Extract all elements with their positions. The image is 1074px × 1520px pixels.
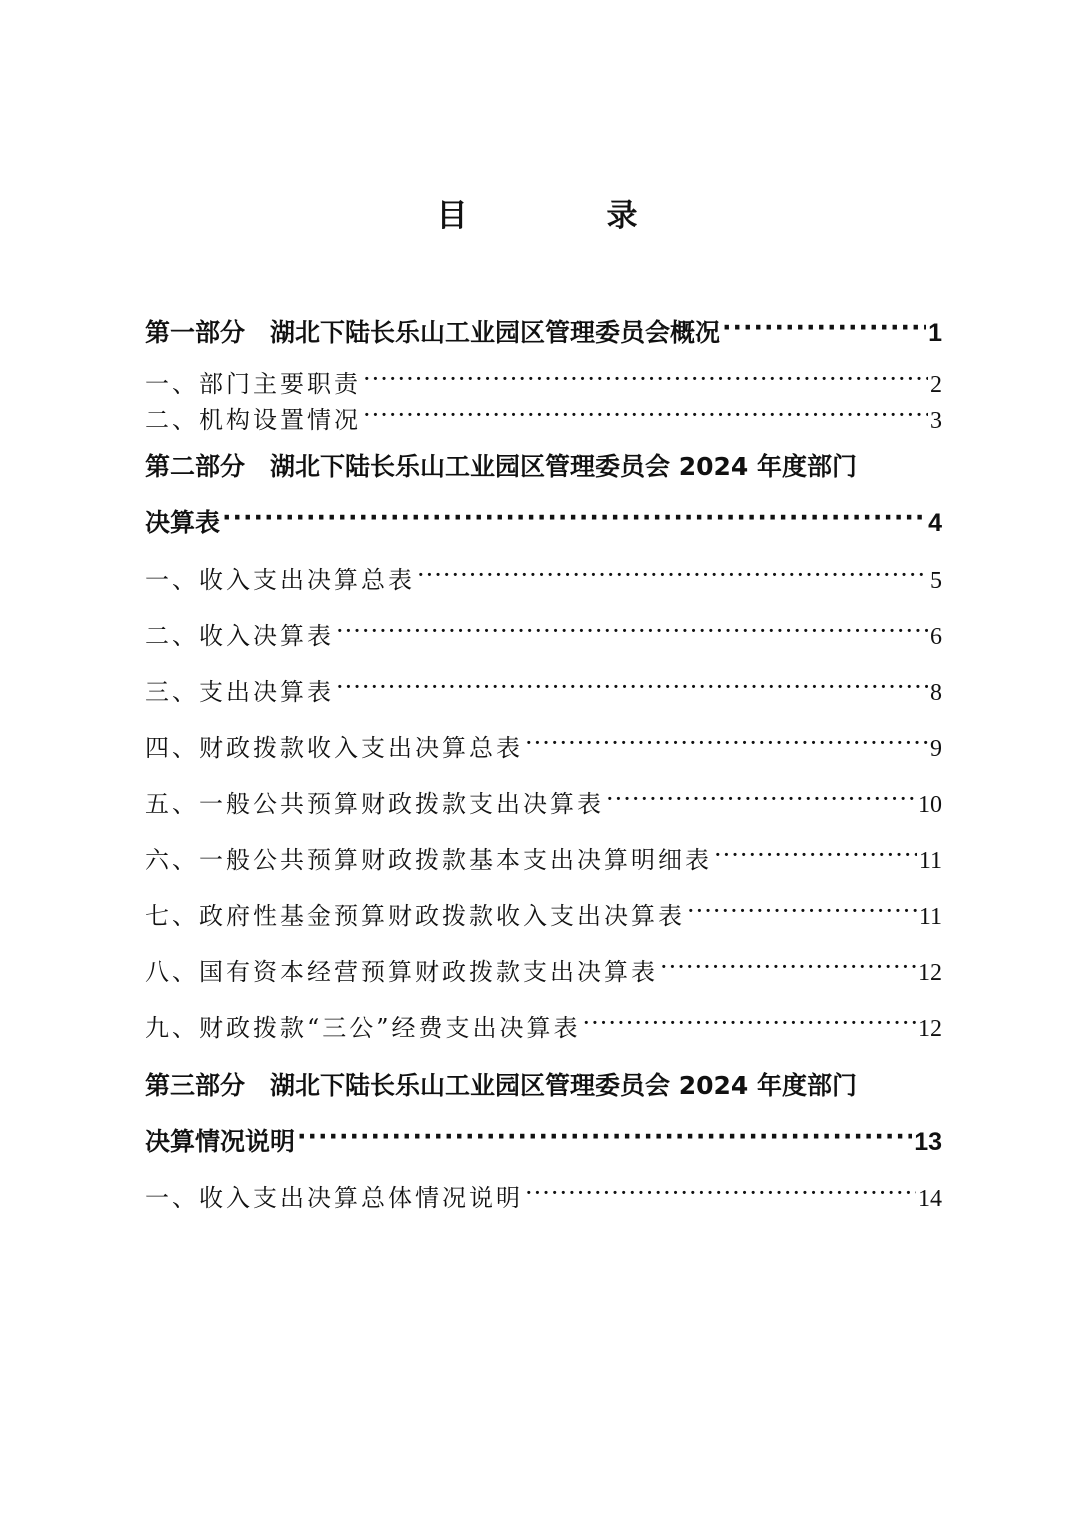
dot-leader	[525, 732, 928, 756]
toc-entry-label: 二、收入决算表	[145, 622, 334, 650]
toc-entry-label: 决算情况说明	[145, 1127, 296, 1156]
toc-page-number: 1	[928, 319, 942, 347]
toc-entry-label: 决算表	[145, 508, 221, 537]
dot-leader	[363, 368, 928, 392]
dot-leader	[363, 404, 928, 428]
toc-part3-heading[interactable]: 第三部分 湖北下陆长乐山工业园区管理委员会 2024 年度部门	[145, 1071, 857, 1100]
dot-leader	[660, 956, 916, 980]
dot-leader	[336, 676, 928, 700]
toc-entry-part3[interactable]	[145, 1122, 942, 1158]
toc-entry[interactable]	[145, 560, 942, 595]
toc-part2-heading[interactable]: 第二部分 湖北下陆长乐山工业园区管理委员会 2024 年度部门	[145, 452, 857, 481]
toc-page-number: 3	[930, 408, 942, 434]
table-of-contents	[145, 0, 942, 1520]
dot-leader	[336, 620, 928, 644]
dot-leader	[722, 316, 926, 341]
toc-entry[interactable]	[145, 1178, 942, 1213]
toc-entry-label: 六、一般公共预算财政拨款基本支出决算明细表	[145, 846, 712, 874]
toc-page-number: 10	[918, 792, 942, 818]
toc-entry-label: 一、收入支出决算总体情况说明	[145, 1184, 523, 1212]
dot-leader	[687, 900, 917, 924]
dot-leader	[297, 1125, 912, 1150]
toc-page-number: 2	[930, 372, 942, 398]
toc-entry-label: 第一部分 湖北下陆长乐山工业园区管理委员会概况	[145, 318, 721, 347]
toc-page-number: 9	[930, 736, 942, 762]
toc-page-number: 12	[918, 960, 942, 986]
toc-entry[interactable]	[145, 364, 942, 399]
toc-entry-label: 八、国有资本经营预算财政拨款支出决算表	[145, 958, 658, 986]
toc-page-number: 8	[930, 680, 942, 706]
dot-leader	[222, 506, 926, 531]
toc-page-number: 6	[930, 624, 942, 650]
toc-page-number: 13	[914, 1128, 942, 1156]
page-title: 目 录	[436, 198, 692, 234]
toc-entry-label: 三、支出决算表	[145, 678, 334, 706]
dot-leader	[606, 788, 916, 812]
toc-entry-label: 五、一般公共预算财政拨款支出决算表	[145, 790, 604, 818]
toc-page-number: 11	[918, 848, 942, 874]
toc-entry-label: 七、政府性基金预算财政拨款收入支出决算表	[145, 902, 685, 930]
toc-page-number: 12	[918, 1016, 942, 1042]
toc-entry[interactable]	[145, 616, 942, 651]
toc-entry-part1[interactable]	[145, 313, 942, 349]
toc-page-number: 5	[930, 568, 942, 594]
toc-entry-label: 四、财政拨款收入支出决算总表	[145, 734, 523, 762]
dot-leader	[525, 1182, 916, 1206]
toc-entry[interactable]	[145, 728, 942, 763]
toc-entry-label: 一、收入支出决算总表	[145, 566, 415, 594]
toc-entry[interactable]	[145, 784, 942, 819]
toc-page-number: 14	[918, 1186, 942, 1212]
toc-entry[interactable]	[145, 672, 942, 707]
dot-leader	[417, 564, 928, 588]
toc-page-number: 11	[918, 904, 942, 930]
toc-entry[interactable]	[145, 840, 942, 875]
toc-entry[interactable]	[145, 952, 942, 987]
dot-leader	[583, 1012, 916, 1036]
toc-entry-label: 二、机构设置情况	[145, 406, 361, 434]
toc-entry-label: 九、财政拨款“三公”经费支出决算表	[145, 1014, 581, 1042]
dot-leader	[714, 844, 917, 868]
toc-entry[interactable]	[145, 896, 942, 931]
toc-entry-label: 一、部门主要职责	[145, 370, 361, 398]
toc-page-number: 4	[928, 509, 942, 537]
toc-entry-part2[interactable]	[145, 503, 942, 539]
toc-entry[interactable]	[145, 1008, 942, 1043]
toc-entry[interactable]	[145, 400, 942, 435]
